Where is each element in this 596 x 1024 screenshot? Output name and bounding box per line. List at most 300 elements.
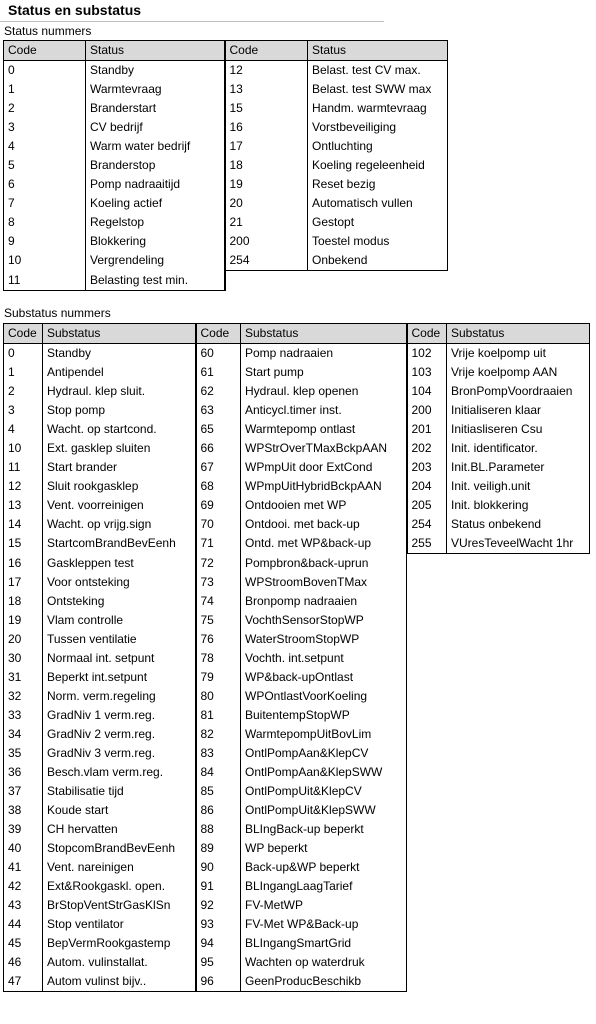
empty-cell (407, 554, 447, 574)
table-row (4, 213, 448, 232)
status-text: Vorstbeveiliging (308, 118, 448, 137)
status-code: 0 (4, 61, 86, 81)
substatus-text: OntlPompAan&KlepSWW (241, 763, 407, 782)
substatus-text: Gaskleppen test (43, 554, 196, 574)
substatus-text: BrStopVentStrGasKlSn (43, 896, 196, 915)
empty-cell (447, 820, 590, 839)
substatus-code: 94 (196, 934, 241, 953)
substatus-code: 39 (4, 820, 43, 839)
table-row (4, 858, 590, 877)
empty-cell (447, 801, 590, 820)
table-row (4, 554, 590, 574)
substatus-code: 18 (4, 592, 43, 611)
empty-cell (447, 573, 590, 592)
table-row (4, 649, 590, 668)
substatus-text: Init. blokkering (447, 496, 590, 515)
substatus-code: 67 (196, 458, 241, 477)
table-row (4, 439, 590, 458)
status-text: Handm. warmtevraag (308, 99, 448, 118)
substatus-text: Anticycl.timer inst. (241, 401, 407, 420)
substatus-code: 44 (4, 915, 43, 934)
table-row (4, 175, 448, 194)
table-row (4, 934, 590, 953)
header-code: Code (4, 324, 43, 344)
empty-cell (407, 592, 447, 611)
empty-cell (407, 858, 447, 877)
substatus-text: Vochth. int.setpunt (241, 649, 407, 668)
substatus-text: WPmpUitHybridBckpAAN (241, 477, 407, 496)
substatus-code: 88 (196, 820, 241, 839)
substatus-text: Autom vulinst bijv.. (43, 972, 196, 992)
status-text: Onbekend (308, 251, 448, 271)
header-status: Status (86, 41, 225, 61)
substatus-text: Ontd. met WP&back-up (241, 534, 407, 554)
empty-cell (447, 649, 590, 668)
table-row (4, 271, 448, 291)
substatus-text: Norm. verm.regeling (43, 687, 196, 706)
status-code: 18 (225, 156, 308, 175)
table-row (4, 687, 590, 706)
substatus-text: Init. veiligh.unit (447, 477, 590, 496)
table-row (4, 401, 590, 420)
substatus-text: OntlPompAan&KlepCV (241, 744, 407, 763)
empty-cell (447, 687, 590, 706)
header-code: Code (196, 324, 241, 344)
table-row (4, 801, 590, 820)
table-row (4, 99, 448, 118)
status-code: 5 (4, 156, 86, 175)
empty-cell (407, 573, 447, 592)
substatus-text: Koude start (43, 801, 196, 820)
substatus-code: 34 (4, 725, 43, 744)
table-row (4, 363, 590, 382)
substatus-code: 82 (196, 725, 241, 744)
empty-cell (447, 706, 590, 725)
substatus-code: 203 (407, 458, 447, 477)
table-row (4, 725, 590, 744)
substatus-code: 255 (407, 534, 447, 554)
table-row (4, 458, 590, 477)
substatus-text: BLIngBack-up beperkt (241, 820, 407, 839)
empty-cell (447, 915, 590, 934)
substatus-text: Pompbron&back-uprun (241, 554, 407, 574)
status-code: 6 (4, 175, 86, 194)
table-row (4, 915, 590, 934)
empty-cell (407, 877, 447, 896)
header-code: Code (4, 41, 86, 61)
substatus-code: 41 (4, 858, 43, 877)
substatus-text: Normaal int. setpunt (43, 649, 196, 668)
substatus-text: WP&back-upOntlast (241, 668, 407, 687)
status-code: 11 (4, 271, 86, 291)
table-row (4, 972, 590, 992)
substatus-text: StopcomBrandBevEenh (43, 839, 196, 858)
table-row (4, 515, 590, 534)
empty-cell (447, 592, 590, 611)
substatus-code: 65 (196, 420, 241, 439)
substatus-code: 73 (196, 573, 241, 592)
table-row (4, 496, 590, 515)
table-row (4, 592, 590, 611)
status-text: Gestopt (308, 213, 448, 232)
substatus-text: Hydraul. klep openen (241, 382, 407, 401)
status-code: 20 (225, 194, 308, 213)
substatus-text: Antipendel (43, 363, 196, 382)
substatus-text: Vrije koelpomp uit (447, 344, 590, 364)
status-table (3, 40, 448, 291)
substatus-text: Hydraul. klep sluit. (43, 382, 196, 401)
substatus-text: Vent. nareinigen (43, 858, 196, 877)
substatus-text: WPOntlastVoorKoeling (241, 687, 407, 706)
status-code: 254 (225, 251, 308, 271)
substatus-code: 2 (4, 382, 43, 401)
substatus-code: 13 (4, 496, 43, 515)
substatus-code: 40 (4, 839, 43, 858)
status-code: 2 (4, 99, 86, 118)
substatus-code: 1 (4, 363, 43, 382)
substatus-text: Init.BL.Parameter (447, 458, 590, 477)
status-text: Vergrendeling (86, 251, 225, 271)
substatus-text: Standby (43, 344, 196, 364)
table-row (4, 80, 448, 99)
empty-cell (407, 934, 447, 953)
empty-cell (447, 554, 590, 574)
substatus-table (3, 323, 590, 992)
table-row (4, 534, 590, 554)
table-row (4, 782, 590, 801)
substatus-code: 60 (196, 344, 241, 364)
substatus-code: 61 (196, 363, 241, 382)
status-code: 7 (4, 194, 86, 213)
substatus-code: 205 (407, 496, 447, 515)
status-code: 9 (4, 232, 86, 251)
empty-cell (407, 782, 447, 801)
substatus-code: 15 (4, 534, 43, 554)
substatus-code: 96 (196, 972, 241, 992)
substatus-text: Start pump (241, 363, 407, 382)
substatus-code: 43 (4, 896, 43, 915)
title-divider (0, 21, 384, 22)
empty-cell (407, 839, 447, 858)
substatus-code: 20 (4, 630, 43, 649)
substatus-text: Status onbekend (447, 515, 590, 534)
table-row (4, 953, 590, 972)
empty-cell (407, 972, 447, 992)
substatus-code: 38 (4, 801, 43, 820)
substatus-text: WPmpUit door ExtCond (241, 458, 407, 477)
empty-cell (407, 649, 447, 668)
substatus-text: Bronpomp nadraaien (241, 592, 407, 611)
empty-cell (225, 271, 308, 291)
substatus-text: WPStrOverTMaxBckpAAN (241, 439, 407, 458)
substatus-code: 95 (196, 953, 241, 972)
substatus-code: 47 (4, 972, 43, 992)
status-code: 12 (225, 61, 308, 81)
substatus-code: 84 (196, 763, 241, 782)
substatus-code: 75 (196, 611, 241, 630)
substatus-text: Stop pomp (43, 401, 196, 420)
status-code: 1 (4, 80, 86, 99)
substatus-text: BuitentempStopWP (241, 706, 407, 725)
substatus-text: Ext&Rookgaskl. open. (43, 877, 196, 896)
empty-cell (447, 630, 590, 649)
substatus-code: 32 (4, 687, 43, 706)
substatus-text: BLIngangSmartGrid (241, 934, 407, 953)
substatus-code: 93 (196, 915, 241, 934)
substatus-code: 202 (407, 439, 447, 458)
table-row (4, 382, 590, 401)
substatus-section-label: Substatus nummers (4, 306, 111, 320)
table-row (4, 118, 448, 137)
empty-cell (407, 896, 447, 915)
substatus-text: Vlam controlle (43, 611, 196, 630)
substatus-code: 33 (4, 706, 43, 725)
substatus-code: 17 (4, 573, 43, 592)
substatus-code: 81 (196, 706, 241, 725)
substatus-code: 66 (196, 439, 241, 458)
table-row (4, 611, 590, 630)
substatus-code: 63 (196, 401, 241, 420)
header-substatus: Substatus (43, 324, 196, 344)
substatus-text: BronPompVoordraaien (447, 382, 590, 401)
substatus-code: 30 (4, 649, 43, 668)
substatus-code: 72 (196, 554, 241, 574)
substatus-text: Autom. vulinstallat. (43, 953, 196, 972)
empty-cell (447, 972, 590, 992)
empty-cell (308, 271, 448, 291)
substatus-code: 89 (196, 839, 241, 858)
substatus-code: 16 (4, 554, 43, 574)
substatus-code: 68 (196, 477, 241, 496)
empty-cell (447, 934, 590, 953)
substatus-text: Besch.vlam verm.reg. (43, 763, 196, 782)
substatus-code: 204 (407, 477, 447, 496)
empty-cell (447, 877, 590, 896)
status-text: Koeling regeleenheid (308, 156, 448, 175)
substatus-header-row (4, 324, 590, 344)
status-code: 16 (225, 118, 308, 137)
substatus-text: GradNiv 2 verm.reg. (43, 725, 196, 744)
header-code: Code (407, 324, 447, 344)
empty-cell (447, 725, 590, 744)
status-code: 10 (4, 251, 86, 271)
table-row (4, 706, 590, 725)
status-text: Belast. test CV max. (308, 61, 448, 81)
empty-cell (447, 763, 590, 782)
substatus-code: 69 (196, 496, 241, 515)
substatus-text: CH hervatten (43, 820, 196, 839)
substatus-code: 103 (407, 363, 447, 382)
status-text: Standby (86, 61, 225, 81)
substatus-code: 85 (196, 782, 241, 801)
substatus-code: 70 (196, 515, 241, 534)
substatus-text: Vrije koelpomp AAN (447, 363, 590, 382)
header-substatus: Substatus (447, 324, 590, 344)
substatus-text: VUresTeveelWacht 1hr (447, 534, 590, 554)
table-row (4, 137, 448, 156)
substatus-text: Sluit rookgasklep (43, 477, 196, 496)
substatus-code: 4 (4, 420, 43, 439)
status-text: Blokkering (86, 232, 225, 251)
substatus-text: Wacht. op startcond. (43, 420, 196, 439)
substatus-code: 83 (196, 744, 241, 763)
substatus-code: 74 (196, 592, 241, 611)
empty-cell (407, 744, 447, 763)
status-code: 17 (225, 137, 308, 156)
empty-cell (447, 668, 590, 687)
substatus-code: 79 (196, 668, 241, 687)
substatus-text: WaterStroomStopWP (241, 630, 407, 649)
substatus-text: FV-MetWP (241, 896, 407, 915)
status-text: Branderstop (86, 156, 225, 175)
empty-cell (407, 668, 447, 687)
empty-cell (407, 801, 447, 820)
substatus-code: 76 (196, 630, 241, 649)
substatus-text: Initialiseren klaar (447, 401, 590, 420)
substatus-code: 62 (196, 382, 241, 401)
substatus-code: 11 (4, 458, 43, 477)
substatus-code: 35 (4, 744, 43, 763)
substatus-text: GradNiv 3 verm.reg. (43, 744, 196, 763)
empty-cell (447, 782, 590, 801)
substatus-code: 19 (4, 611, 43, 630)
substatus-text: Stop ventilator (43, 915, 196, 934)
substatus-code: 200 (407, 401, 447, 420)
substatus-code: 31 (4, 668, 43, 687)
table-row (4, 477, 590, 496)
table-row (4, 630, 590, 649)
table-row (4, 156, 448, 175)
table-row (4, 877, 590, 896)
status-code: 21 (225, 213, 308, 232)
table-row (4, 420, 590, 439)
substatus-text: Ontdooien met WP (241, 496, 407, 515)
substatus-code: 46 (4, 953, 43, 972)
status-code: 13 (225, 80, 308, 99)
substatus-text: VochthSensorStopWP (241, 611, 407, 630)
substatus-text: Voor ontsteking (43, 573, 196, 592)
substatus-code: 78 (196, 649, 241, 668)
substatus-text: Wachten op waterdruk (241, 953, 407, 972)
status-section-label: Status nummers (4, 24, 92, 38)
status-code: 3 (4, 118, 86, 137)
empty-cell (407, 725, 447, 744)
table-row (4, 668, 590, 687)
substatus-text: StartcomBrandBevEenh (43, 534, 196, 554)
table-row (4, 839, 590, 858)
status-text: Warmtevraag (86, 80, 225, 99)
table-row (4, 232, 448, 251)
substatus-text: OntlPompUit&KlepCV (241, 782, 407, 801)
header-code: Code (225, 41, 308, 61)
substatus-code: 0 (4, 344, 43, 364)
empty-cell (447, 896, 590, 915)
empty-cell (407, 915, 447, 934)
status-text: Ontluchting (308, 137, 448, 156)
substatus-code: 104 (407, 382, 447, 401)
substatus-text: Initiasliseren Csu (447, 420, 590, 439)
substatus-text: Init. identificator. (447, 439, 590, 458)
substatus-text: Start brander (43, 458, 196, 477)
substatus-text: WPStroomBovenTMax (241, 573, 407, 592)
substatus-code: 10 (4, 439, 43, 458)
substatus-text: Beperkt int.setpunt (43, 668, 196, 687)
substatus-code: 45 (4, 934, 43, 953)
status-text: Reset bezig (308, 175, 448, 194)
table-row (4, 194, 448, 213)
substatus-text: Ext. gasklep sluiten (43, 439, 196, 458)
substatus-code: 80 (196, 687, 241, 706)
empty-cell (407, 763, 447, 782)
status-text: Koeling actief (86, 194, 225, 213)
empty-cell (407, 820, 447, 839)
substatus-code: 86 (196, 801, 241, 820)
table-row (4, 763, 590, 782)
substatus-code: 3 (4, 401, 43, 420)
substatus-text: Vent. voorreinigen (43, 496, 196, 515)
empty-cell (407, 706, 447, 725)
substatus-text: BepVermRookgastemp (43, 934, 196, 953)
substatus-text: Stabilisatie tijd (43, 782, 196, 801)
substatus-text: GeenProducBeschikb (241, 972, 407, 992)
status-text: Belast. test SWW max (308, 80, 448, 99)
empty-cell (407, 611, 447, 630)
status-code: 4 (4, 137, 86, 156)
substatus-text: Back-up&WP beperkt (241, 858, 407, 877)
empty-cell (447, 611, 590, 630)
status-text: Toestel modus (308, 232, 448, 251)
status-text: Belasting test min. (86, 271, 225, 291)
substatus-code: 91 (196, 877, 241, 896)
header-substatus: Substatus (241, 324, 407, 344)
status-text: Automatisch vullen (308, 194, 448, 213)
status-code: 8 (4, 213, 86, 232)
status-text: Branderstart (86, 99, 225, 118)
substatus-text: Wacht. op vrijg.sign (43, 515, 196, 534)
substatus-code: 254 (407, 515, 447, 534)
status-code: 15 (225, 99, 308, 118)
header-status: Status (308, 41, 448, 61)
page-title: Status en substatus (8, 2, 142, 18)
substatus-code: 201 (407, 420, 447, 439)
empty-cell (447, 839, 590, 858)
status-header-row (4, 41, 448, 61)
substatus-text: OntlPompUit&KlepSWW (241, 801, 407, 820)
substatus-code: 102 (407, 344, 447, 364)
substatus-code: 71 (196, 534, 241, 554)
table-row (4, 344, 590, 364)
substatus-code: 14 (4, 515, 43, 534)
substatus-text: WP beperkt (241, 839, 407, 858)
substatus-code: 42 (4, 877, 43, 896)
substatus-code: 36 (4, 763, 43, 782)
table-row (4, 744, 590, 763)
substatus-code: 37 (4, 782, 43, 801)
substatus-text: Ontsteking (43, 592, 196, 611)
table-row (4, 61, 448, 81)
substatus-text: Tussen ventilatie (43, 630, 196, 649)
empty-cell (447, 858, 590, 877)
status-text: Warm water bedrijf (86, 137, 225, 156)
empty-cell (447, 953, 590, 972)
substatus-text: FV-Met WP&Back-up (241, 915, 407, 934)
empty-cell (407, 687, 447, 706)
table-row (4, 251, 448, 271)
status-code: 200 (225, 232, 308, 251)
table-row (4, 573, 590, 592)
status-code: 19 (225, 175, 308, 194)
table-row (4, 896, 590, 915)
